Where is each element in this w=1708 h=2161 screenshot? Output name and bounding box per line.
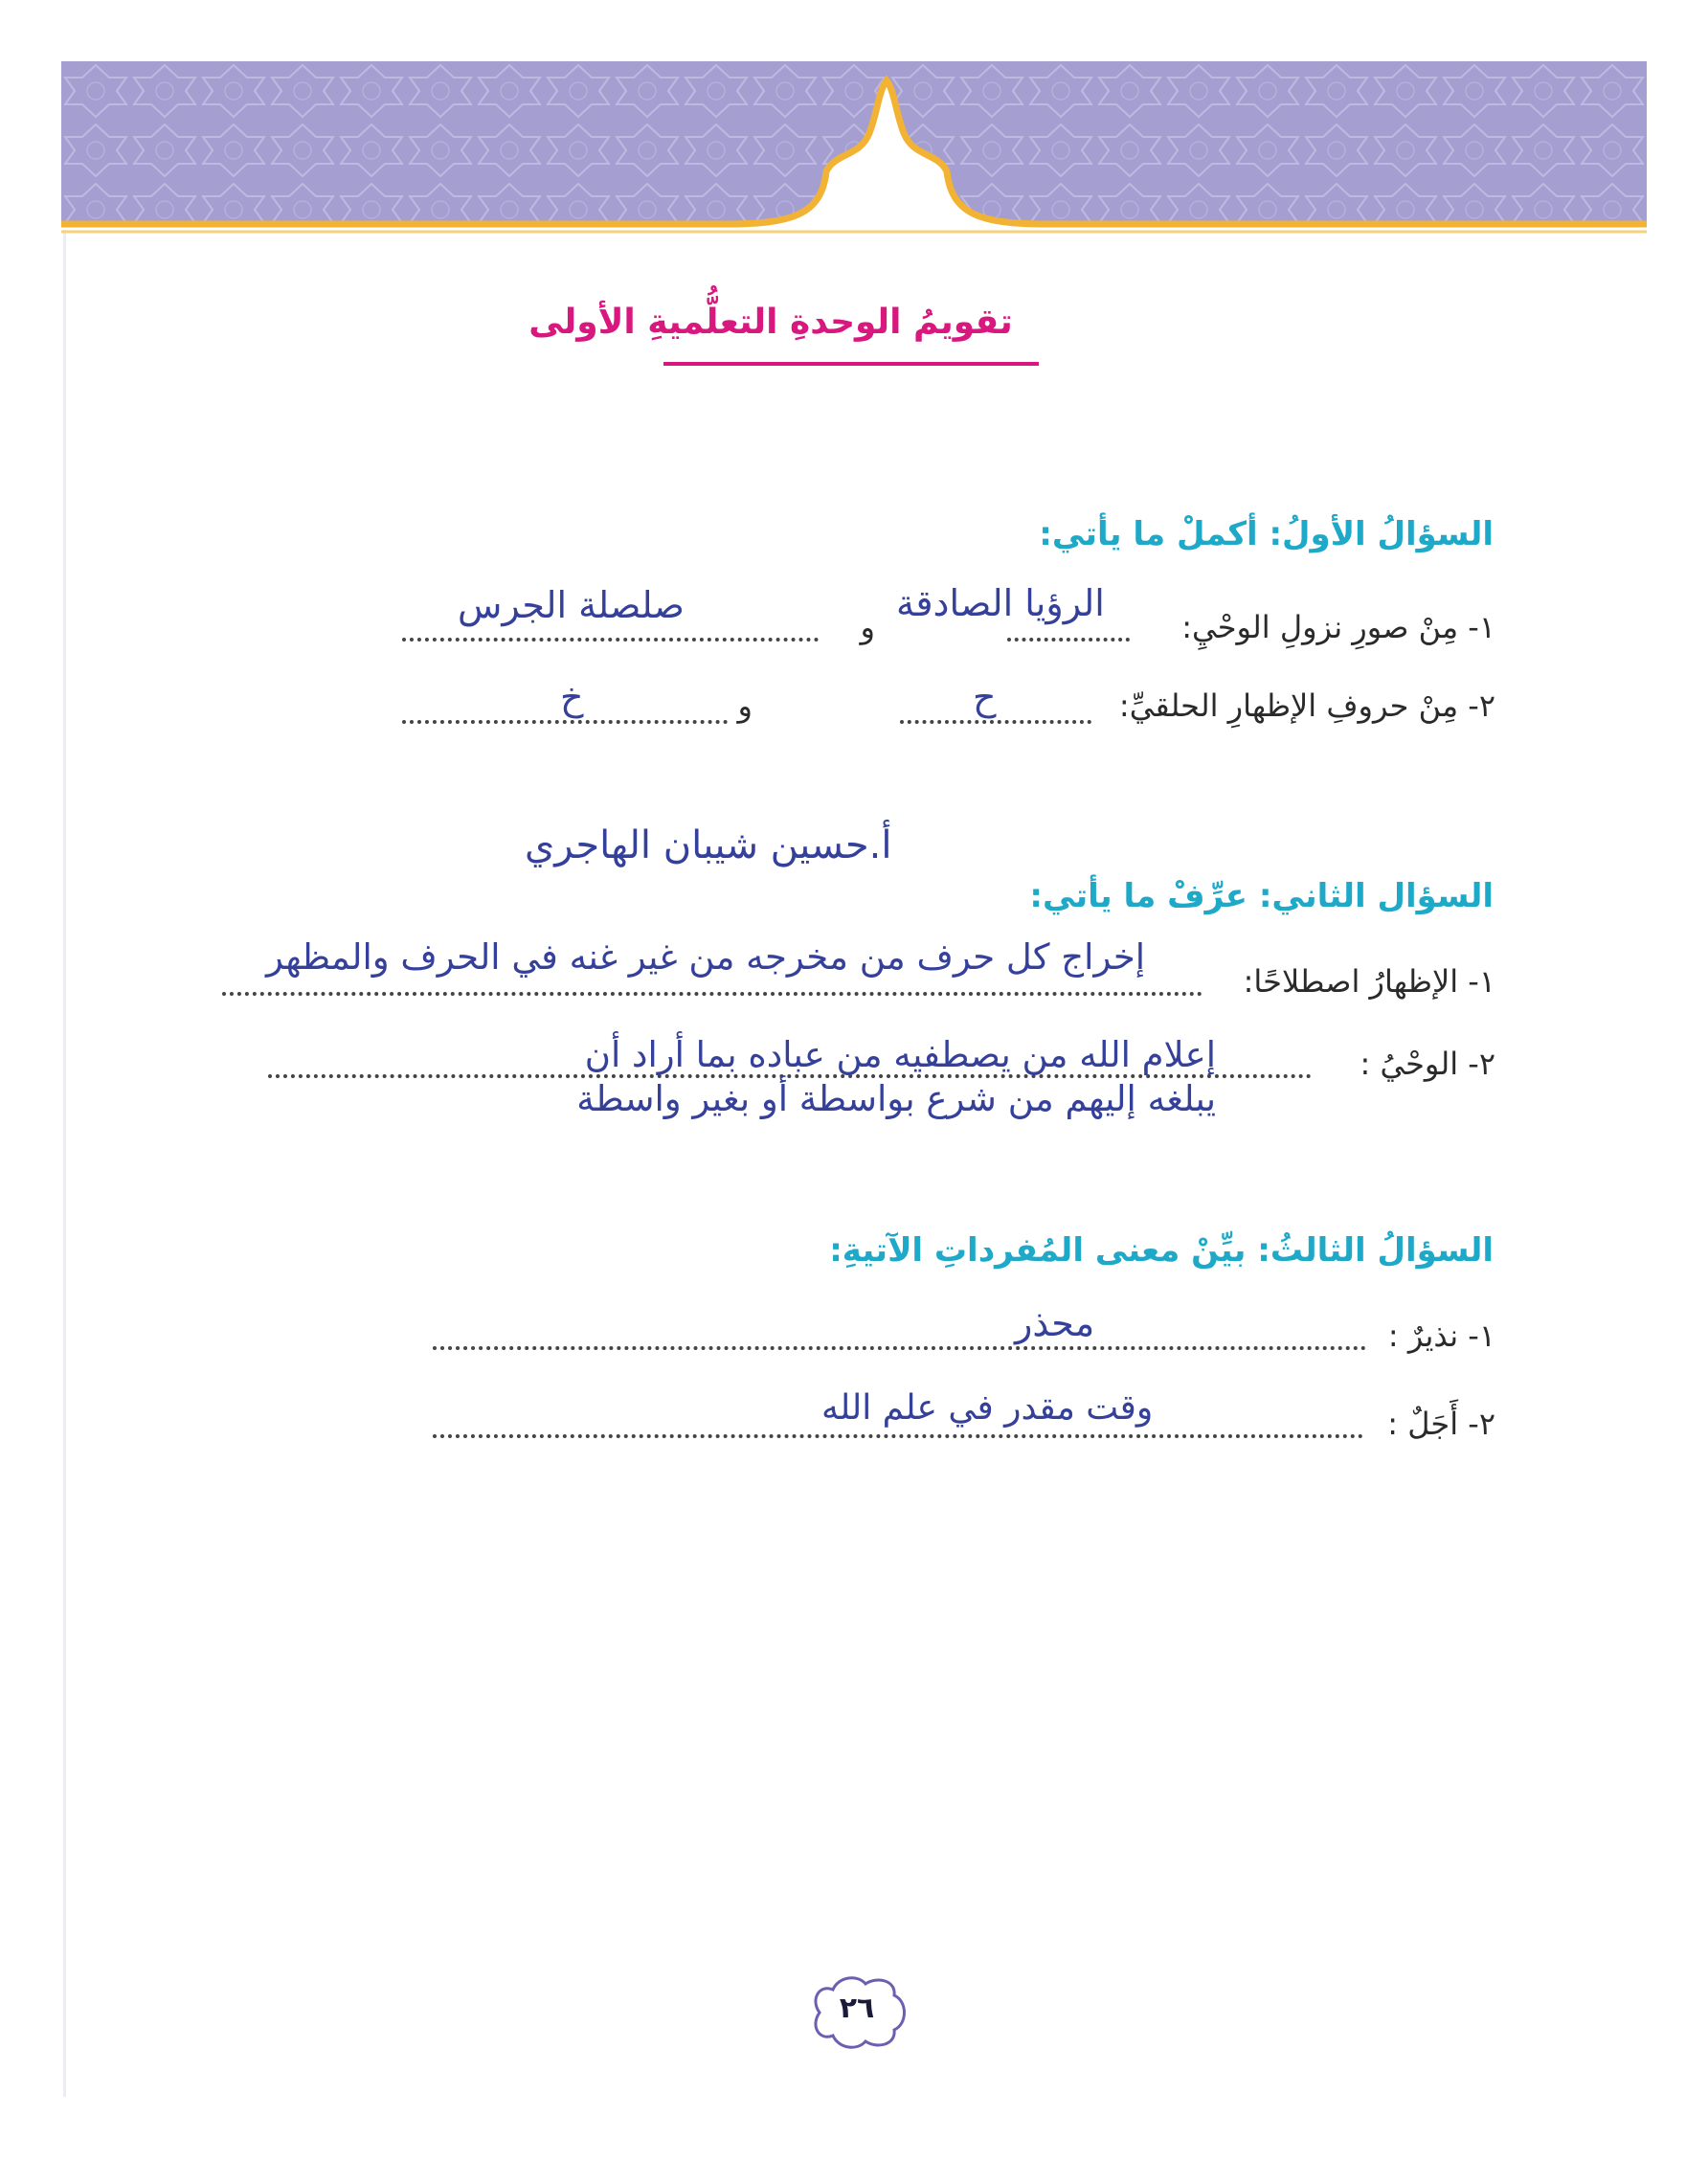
q3-item1-answer: محذر xyxy=(1015,1302,1095,1344)
q1-item1-answer-a: الرؤيا الصادقة xyxy=(896,582,1105,624)
q3-item2-blank xyxy=(433,1434,1363,1438)
page-title: تقويمُ الوحدةِ التعلُّميةِ الأولى xyxy=(528,303,1013,342)
q2-item1-answer: إخراج كل حرف من مخرجه من غير غنه في الحرف والمظهر xyxy=(265,936,1146,978)
q1-item2-blank-b xyxy=(402,720,728,724)
author-note: أ.حسين شيبان الهاجري xyxy=(525,823,892,867)
question2-item1-label: ١- الإظهارُ اصطلاحًا: xyxy=(1243,963,1495,1000)
q2-item2-answer-line2: يبلغه إليهم من شرع بواسطة أو بغير واسطة xyxy=(576,1078,1216,1119)
question2-heading: السؤال الثاني: عرِّفْ ما يأتي: xyxy=(1029,877,1494,915)
question1-heading: السؤالُ الأولُ: أكملْ ما يأتي: xyxy=(1039,515,1494,553)
header-banner xyxy=(61,61,1647,238)
q2-item2-answer-line1: إعلام الله من يصطفيه من عباده بما أراد أن xyxy=(584,1034,1216,1075)
q1-item2-answer-a: ح xyxy=(973,676,997,718)
q3-item2-answer: وقت مقدر في علم الله xyxy=(821,1388,1154,1428)
question3-item2-label: ٢- أَجَلٌ : xyxy=(1387,1406,1495,1442)
title-underline xyxy=(663,362,1039,366)
q1-item1-blank-b xyxy=(402,638,819,642)
question1-item2-label: ٢- مِنْ حروفِ الإظهارِ الحلقيِّ: xyxy=(1118,687,1495,724)
q1-item2-answer-b: خ xyxy=(560,676,584,718)
question3-item1-label: ١- نذيرٌ : xyxy=(1387,1317,1495,1354)
q1-item1-blank-a xyxy=(1007,638,1130,642)
question1-item1-label: ١- مِنْ صورِ نزولِ الوحْيِ: xyxy=(1181,609,1495,645)
question1-item1-conj: و xyxy=(860,609,875,645)
q1-item2-blank-a xyxy=(900,720,1091,724)
q1-item1-answer-b: صلصلة الجرس xyxy=(458,584,685,626)
q3-item1-blank xyxy=(433,1346,1366,1350)
question3-heading: السؤالُ الثالثُ: بيِّنْ معنى المُفرداتِ الآتيةِ: xyxy=(829,1231,1494,1270)
q2-item1-blank xyxy=(222,992,1202,996)
page-number: ٢٦ xyxy=(839,1992,875,2025)
page-edge xyxy=(63,230,66,2097)
question2-item2-label: ٢- الوحْيُ : xyxy=(1360,1046,1495,1082)
question1-item2-conj: و xyxy=(737,687,753,724)
